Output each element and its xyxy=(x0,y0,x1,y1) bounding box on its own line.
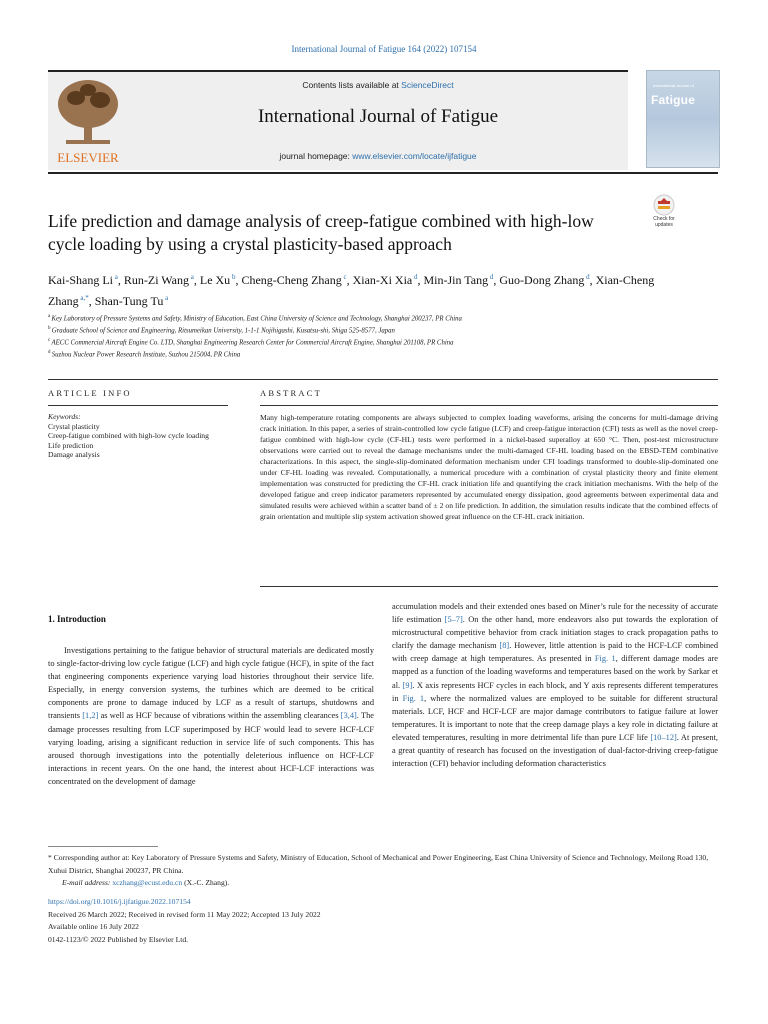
doi-link[interactable]: https://doi.org/10.1016/j.ijfatigue.2022.107154 xyxy=(48,897,191,906)
citation-link[interactable]: [3,4] xyxy=(340,711,357,721)
abstract-bottom-rule xyxy=(260,586,718,587)
body-text: Investigations pertaining to the fatigue behavior of structural materials are dedicated mostly to single-factor-driving low cycle fatigue (LCF) and high cycle fatigue (HCF), in spite of the fact that engineering components experience varying load histories throughout their service life. Especially, in energy conversion systems, the turbines which are deemed to be critical components are prone to damage induced by LCF as a result of startups, shutdowns and transients xyxy=(48,646,374,721)
citation-link[interactable]: [1,2] xyxy=(82,711,99,721)
contents-prefix: Contents lists available at xyxy=(302,80,402,90)
author-name[interactable]: Le Xu xyxy=(199,273,231,287)
author-name[interactable]: Min-Jin Tang xyxy=(423,273,489,287)
check-updates-label: Check for updates xyxy=(653,216,675,228)
author-name[interactable]: Kai-Shang Li xyxy=(48,273,113,287)
author-name[interactable]: Cheng-Cheng Zhang xyxy=(241,273,342,287)
contents-line xyxy=(128,80,628,90)
received-dates: Received 26 March 2022; Received in revised form 11 May 2022; Accepted 13 July 2022 xyxy=(48,909,321,919)
email-label: E-mail address: xyxy=(62,878,113,888)
homepage-link[interactable]: www.elsevier.com/locate/ijfatigue xyxy=(352,151,477,161)
keywords-block xyxy=(48,412,228,460)
citation-link[interactable]: [5–7] xyxy=(444,615,463,625)
check-updates-icon xyxy=(646,194,682,216)
affiliation-line xyxy=(48,324,688,336)
body-text: . However, little attention is paid to the HCF-LCF combined with creep damage at high temperatures. As presented in xyxy=(392,641,718,664)
abstract-text: Many high-temperature rotating components are always subjected to complex loading waveforms, arising the concerns for multi-damage driving crack initiation. In this paper, a series of strain-controlled low cycle fatigue (LCF) and creep-fatigue interaction (CFI) tests as well as the novel creep-fatigue combined with high-low cycle (CF-HL) tests were performed in a nickel-based superalloy at 650 °C. Then, post-test microstructure observations were carried out to reveal the damage mechanisms under the multi-damaged CF-HL loading based on the EBSD-TEM combinative characterizations. In this aspect, the single-slip-dominated deformation mechanism under CFI loadings transformed to double-slip-dominated one under CF-HL loading was revealed. Computationally, a numerical procedure with a combination of crystal plasticity theory and finite element implementation was constructed for predicting the CF-HL crack initiation life and quantifying the crack initiation mechanisms. With the help of the developed fatigue and creep indicator parameters represented by accumulated energy dissipation, good agreements between experimental data and simulated results were achieved within a scatter band of ± 2 on life prediction. In addition, the simulation results indicate that the combined effects of grain orientation and multiple slip system activation showed great influence on the CF-HL crack initiation. xyxy=(260,413,718,522)
affiliation-line xyxy=(48,336,688,348)
body-text: as well as HCF because of vibrations within the assembling clearances xyxy=(98,711,341,721)
author-name[interactable]: Run-Zi Wang xyxy=(123,273,189,287)
author-list: Kai-Shang Li $^a$, Run-Zi Wang $^a$, Le Xu $^b$, Cheng-Cheng Zhang $^c$, Xian-Xi Xia $^d$, Min-Jin Tang $^d$, Guo-Dong Zhang $^d$, Xian-Cheng Zhang $^{a,*}$, Shan-Tung Tu $^a$ xyxy=(48,273,655,308)
publication-info xyxy=(48,896,718,946)
body-text: . X axis represents HCF cycles in each block, and Y axis represents different temperatures in xyxy=(392,680,718,703)
copyright: 0142-1123/© 2022 Published by Elsevier Ltd. xyxy=(48,934,189,944)
affiliation-marker: a xyxy=(48,314,52,319)
citation-link[interactable]: Fig. 1 xyxy=(402,693,425,703)
email-link[interactable]: xczhang@ecust.edu.cn xyxy=(112,878,183,888)
available-online: Available online 16 July 2022 xyxy=(48,922,139,931)
journal-title: International Journal of Fatigue xyxy=(257,106,499,127)
introduction-heading: 1. Introduction xyxy=(48,614,106,624)
body-text: . At present, a great quantity of research has focused on the investigation of dual-factor-driving creep-fatigue interaction (CFI) behavior including deformation characteristics xyxy=(392,732,718,769)
author-name[interactable]: Shan-Tung Tu xyxy=(94,294,164,308)
abstract-heading: ABSTRACT xyxy=(260,388,322,398)
article-title: Life prediction and damage analysis of creep-fatigue combined with high-low cycle loading by using a crystal plasticity-based approach xyxy=(48,211,594,254)
citation-link[interactable]: [9] xyxy=(402,680,413,690)
intro-column-2 xyxy=(392,600,718,770)
section-divider xyxy=(48,379,718,380)
cover-title: Fatigue xyxy=(651,93,696,107)
affiliation-text: Key Laboratory of Pressure Systems and Safety, Ministry of Education, East China University of Science and Technology, Shanghai 200237, PR China xyxy=(51,315,462,323)
affiliation-line xyxy=(48,348,688,360)
keyword: Damage analysis xyxy=(48,450,100,460)
author-affiliation-marker[interactable]: a xyxy=(189,273,194,281)
header-divider xyxy=(48,172,718,174)
author-affiliation-marker[interactable]: c xyxy=(341,273,347,281)
body-text: accumulation models and their extended ones based on Miner’s rule for the necessity of accurate life estimation xyxy=(392,602,718,625)
elsevier-logo[interactable] xyxy=(48,72,128,167)
sciencedirect-link[interactable]: ScienceDirect xyxy=(401,80,454,90)
homepage-prefix: journal homepage: xyxy=(279,151,353,161)
keyword: Crystal plasticity xyxy=(48,421,100,431)
affiliations xyxy=(48,312,688,359)
footnote-rule xyxy=(48,846,158,847)
keyword: Creep-fatigue combined with high-low cycle loading xyxy=(48,431,209,441)
affiliation-text: Graduate School of Science and Engineering, Ritsumeikan University, 1-1-1 Nojihigashi, Kusatsu-shi, Shiga 525-8577, Japan xyxy=(51,327,395,335)
abstract-rule xyxy=(260,405,718,406)
running-header[interactable]: International Journal of Fatigue 164 (2022) 107154 xyxy=(291,44,477,54)
keyword: Life prediction xyxy=(48,440,94,450)
citation-link[interactable]: Fig. 1 xyxy=(594,654,616,664)
affiliation-marker: c xyxy=(48,337,52,343)
cover-subtitle: International Journal of xyxy=(653,83,694,88)
affiliation-line xyxy=(48,312,688,324)
article-info-rule xyxy=(48,405,228,406)
footnote xyxy=(48,852,718,890)
author-affiliation-marker[interactable]: d xyxy=(584,273,590,281)
affiliation-text: Suzhou Nuclear Power Research Institute, Suzhou 215004, PR China xyxy=(51,350,241,358)
elsevier-wordmark: ELSEVIER xyxy=(57,150,119,165)
author-affiliation-marker[interactable]: d xyxy=(488,273,494,281)
homepage-line xyxy=(128,151,628,161)
body-text: , where the normalized values are employed to be suitable for different structural materials. LCF, HCF and HCF-LCF are major damage contributors to fatigue failure at lower temperatures. It is important to note that the creep damage plays a key role in dictating failure at elevated temperatures, resulting in more detrimental life than pure LCF life xyxy=(392,693,718,742)
article-info-heading: ARTICLE INFO xyxy=(48,388,132,398)
body-text: , different damage modes are mapped as a function of the loading waveforms and temperatures based on the work by Sarkar et al. xyxy=(392,654,718,690)
email-suffix: (X.-C. Zhang). xyxy=(182,878,230,888)
author-affiliation-marker[interactable]: a,* xyxy=(78,294,89,302)
author-name[interactable]: Guo-Dong Zhang xyxy=(499,273,585,287)
affiliation-marker: b xyxy=(48,325,52,331)
check-for-updates-button[interactable] xyxy=(646,194,682,234)
author-affiliation-marker[interactable]: b xyxy=(230,273,236,281)
affiliation-text: AECC Commercial Aircraft Engine Co. LTD, Shanghai Engineering Research Center for Commercial Aircraft Engine, Shanghai 201108, PR China xyxy=(51,338,454,346)
author-affiliation-marker[interactable]: a xyxy=(113,273,118,281)
intro-column-1 xyxy=(48,644,374,788)
citation-link[interactable]: [8] xyxy=(499,641,510,651)
keywords-list xyxy=(48,422,228,460)
body-text: . The damage processes resulting from LCF superimposed by HCF would lead to severe HCF-LCF varying loading, arising a significant reduction in service life of such components. This has aroused thorough investigations into the potentially deleterious influence on HCF-LCF interactions in recent years. On the one hand, the interest about HCF-LCF interactions was concentrated on the development of damage xyxy=(48,711,374,786)
email-line xyxy=(48,877,718,890)
author-affiliation-marker[interactable]: a xyxy=(163,294,169,302)
journal-cover-image[interactable] xyxy=(646,70,720,168)
citation-link[interactable]: [10–12] xyxy=(650,732,677,742)
author-name[interactable]: Xian-Xi Xia xyxy=(352,273,413,287)
keywords-label: Keywords: xyxy=(48,412,81,421)
author-affiliation-marker[interactable]: d xyxy=(412,273,418,281)
corresponding-author-note: * Corresponding author at: Key Laboratory of Pressure Systems and Safety, Ministry of Education, School of Mechanical and Power Engineering, East China University of Science and Technology, Meilong Road 130, Xuhui District, Shanghai 200237, PR China. xyxy=(48,853,709,875)
body-text: . On the other hand, more endeavors also put towards the exploration of microstructural competitive behavior from crack initiation stages to crack propagation paths to clarify the damage mechanism xyxy=(392,615,718,651)
affiliation-marker: d xyxy=(48,349,52,355)
author-name[interactable]: Xian-Cheng Zhang xyxy=(48,273,655,308)
